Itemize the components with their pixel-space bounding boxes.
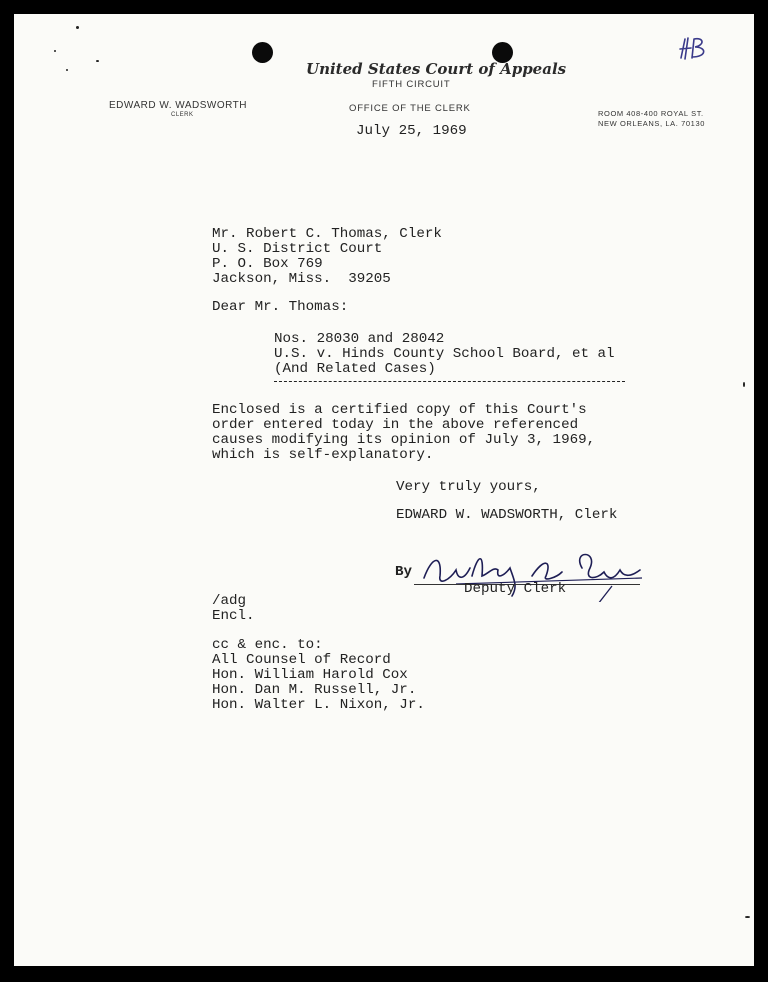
typist-initials: /adg — [212, 593, 247, 609]
reference-line: Nos. 28030 and 28042 — [274, 331, 445, 347]
cc-recipient: All Counsel of Record — [212, 652, 391, 668]
by-label: By — [395, 564, 413, 580]
speck — [54, 50, 56, 52]
body-line: causes modifying its opinion of July 3, 1969, — [212, 432, 596, 448]
closing: Very truly yours, — [396, 479, 541, 495]
cc-recipient: Hon. Walter L. Nixon, Jr. — [212, 697, 425, 713]
reference-line: (And Related Cases) — [274, 361, 436, 377]
handwritten-initials-icon — [674, 32, 714, 64]
salutation: Dear Mr. Thomas: — [212, 299, 349, 315]
corner-initials — [674, 32, 714, 64]
punch-hole-left — [252, 42, 273, 63]
room-address: ROOM 408-400 ROYAL ST. — [598, 109, 704, 118]
signatory: EDWARD W. WADSWORTH, Clerk — [396, 507, 618, 523]
circuit: FIFTH CIRCUIT — [372, 79, 451, 90]
letter-date: July 25, 1969 — [356, 123, 467, 139]
addressee-line: Jackson, Miss. 39205 — [212, 271, 391, 287]
speck — [743, 382, 745, 387]
speck — [66, 69, 68, 71]
reference-line: U.S. v. Hinds County School Board, et al — [274, 346, 615, 362]
cc-recipient: Hon. William Harold Cox — [212, 667, 408, 683]
addressee-line: P. O. Box 769 — [212, 256, 323, 272]
speck — [76, 26, 79, 29]
court-name: United States Court of Appeals — [306, 60, 567, 78]
reference-underline — [274, 381, 625, 382]
city-address: NEW ORLEANS, LA. 70130 — [598, 119, 705, 128]
clerk-name: EDWARD W. WADSWORTH — [109, 100, 248, 111]
cc-recipient: Hon. Dan M. Russell, Jr. — [212, 682, 417, 698]
body-line: Enclosed is a certified copy of this Court's — [212, 402, 587, 418]
letter-page — [14, 14, 754, 966]
deputy-title: Deputy Clerk — [464, 581, 567, 597]
body-line: order entered today in the above referenced — [212, 417, 579, 433]
addressee-line: U. S. District Court — [212, 241, 383, 257]
clerk-title: CLERK — [171, 112, 194, 118]
addressee-line: Mr. Robert C. Thomas, Clerk — [212, 226, 442, 242]
office-title: OFFICE OF THE CLERK — [349, 103, 471, 114]
cc-heading: cc & enc. to: — [212, 637, 323, 653]
body-line: which is self-explanatory. — [212, 447, 434, 463]
enclosure-note: Encl. — [212, 608, 255, 624]
speck — [96, 60, 99, 62]
speck — [745, 916, 750, 918]
